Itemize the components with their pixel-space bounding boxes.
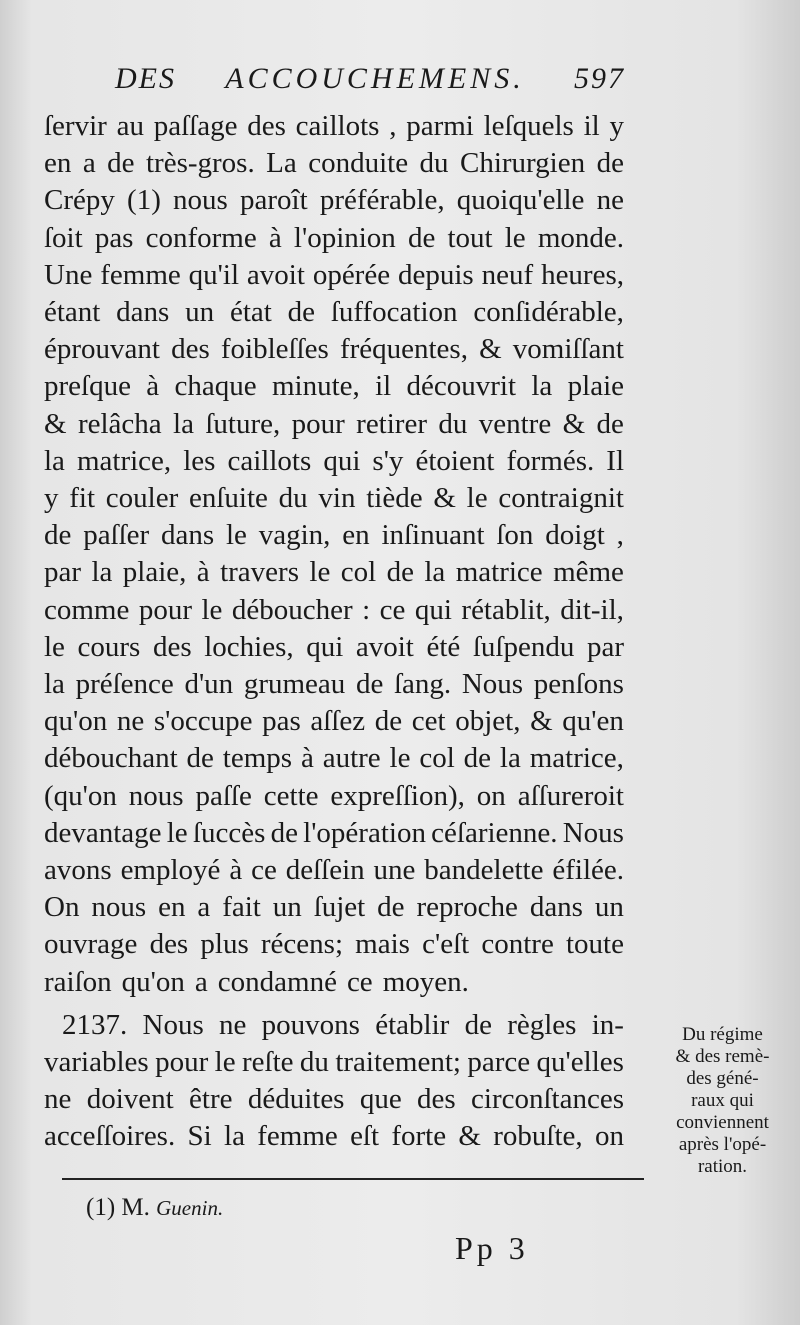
word: ſervir <box>44 110 107 142</box>
word: qu'on <box>44 705 108 738</box>
word: preſque <box>44 370 131 403</box>
word: ce <box>346 965 373 998</box>
word: chaque <box>174 370 257 403</box>
running-head <box>115 62 625 96</box>
body-line <box>44 443 624 480</box>
body-line <box>44 517 624 554</box>
word: rétablit, <box>461 593 551 626</box>
word: conforme <box>145 221 257 254</box>
word: tiède <box>366 482 423 515</box>
word: col <box>419 742 455 775</box>
word: étant <box>44 296 101 329</box>
word: condamné <box>217 965 337 998</box>
word: (1) <box>127 184 161 217</box>
word: été <box>426 630 461 663</box>
word: de <box>44 519 72 552</box>
word: mais <box>355 928 410 961</box>
word: avoit <box>355 630 414 663</box>
body-line <box>44 889 624 926</box>
word: couler <box>105 482 179 515</box>
margin-note-line: après l'opé- <box>678 1134 767 1155</box>
word: en <box>342 519 370 552</box>
word: reſte <box>242 1046 294 1079</box>
word: a <box>194 965 208 998</box>
word: de <box>270 816 298 849</box>
word: la <box>173 407 194 440</box>
word: on <box>594 1120 624 1153</box>
word: nous <box>128 779 184 812</box>
word: Nous <box>142 1008 204 1041</box>
word: de <box>464 1008 492 1041</box>
running-head-prefix: DES <box>115 62 176 95</box>
paragraph-line <box>44 1118 624 1155</box>
word: établir <box>375 1008 450 1041</box>
word: caillots <box>295 110 380 142</box>
word: femme <box>100 258 181 291</box>
word: de <box>377 891 405 924</box>
footnote <box>86 1194 223 1222</box>
paragraph-line <box>44 1044 624 1081</box>
word: leſquels <box>483 110 574 142</box>
word: y <box>609 110 624 142</box>
word: quoiqu'elle <box>456 184 585 217</box>
word: matrice, <box>529 742 624 775</box>
word: col <box>340 556 377 589</box>
word: découvrit <box>406 370 517 403</box>
word: & <box>44 407 67 440</box>
word: contraignit <box>498 482 624 515</box>
word: : <box>362 593 371 626</box>
word: expreſſion), <box>330 779 465 812</box>
word: débouchant <box>44 742 178 775</box>
word: pas <box>94 221 134 254</box>
word: circonſtances <box>471 1083 624 1116</box>
word: qui <box>306 630 344 663</box>
word: opérée <box>312 258 391 291</box>
word: aſſez <box>310 705 366 738</box>
word: paroît <box>240 184 308 217</box>
body-line <box>44 145 624 182</box>
body-line <box>44 740 624 777</box>
word: & <box>562 407 586 440</box>
word: formés. <box>506 444 595 477</box>
word: plaie, <box>122 556 187 589</box>
word: être <box>189 1083 233 1116</box>
word: le <box>389 742 411 775</box>
word: que <box>359 1083 402 1116</box>
word: ventre <box>478 407 552 440</box>
word: de <box>386 556 414 589</box>
word: Nous <box>461 668 524 701</box>
running-head-title: ACCOUCHEMENS. <box>225 62 525 95</box>
word: doivent <box>86 1083 174 1116</box>
word: foibleſſes <box>220 333 329 366</box>
word: pour <box>155 1046 209 1079</box>
word: s'occupe <box>153 705 253 738</box>
word: bandelette <box>424 854 544 887</box>
word: cet <box>411 705 446 738</box>
word: La <box>266 147 297 180</box>
word: & <box>458 1120 481 1153</box>
word: en <box>44 147 72 180</box>
word: fait <box>222 891 261 924</box>
word: ſuffocation <box>330 296 458 329</box>
word: qui <box>414 593 452 626</box>
word: la <box>424 556 446 589</box>
margin-note-line: ration. <box>697 1156 748 1177</box>
footnote-name: Guenin. <box>156 1196 224 1220</box>
word: le <box>44 630 65 663</box>
word: qui <box>323 444 361 477</box>
word: par <box>44 556 82 589</box>
word: la <box>224 1120 245 1153</box>
word: Nous <box>562 816 624 849</box>
word: eſt <box>350 1120 380 1153</box>
word: , <box>389 110 397 142</box>
word: nous <box>91 891 147 924</box>
margin-note <box>650 1024 795 1178</box>
word: autre <box>322 742 381 775</box>
word: paſſage <box>153 110 238 142</box>
word: le <box>166 816 188 849</box>
word: qu'elles <box>536 1046 624 1079</box>
word: dans <box>529 891 583 924</box>
word: ce <box>379 593 406 626</box>
word: tout <box>447 221 493 254</box>
word: pouvons <box>261 1008 360 1041</box>
body-line <box>44 852 624 889</box>
word: des <box>417 1083 456 1116</box>
body-line <box>44 331 624 368</box>
word: le <box>201 593 223 626</box>
word: étoient <box>415 444 495 477</box>
word: conſidérable, <box>473 296 624 329</box>
word: monde. <box>537 221 624 254</box>
word: minute, <box>271 370 360 403</box>
word: traitement; <box>335 1046 461 1079</box>
word: paſſe <box>195 779 252 812</box>
word: ſoit <box>44 221 83 254</box>
word: règles <box>507 1008 577 1041</box>
word: retirer <box>356 407 427 440</box>
word: variables <box>44 1046 149 1079</box>
word: cette <box>263 779 319 812</box>
word: de <box>374 705 403 738</box>
word: de <box>107 147 135 180</box>
word: à <box>268 221 282 254</box>
page-number: 597 <box>574 62 625 95</box>
word: vagin, <box>258 519 331 552</box>
word: nous <box>173 184 228 217</box>
word: ſuccès <box>192 816 266 849</box>
paragraph-line <box>44 1007 624 1044</box>
footnote-rule <box>62 1178 644 1180</box>
word: fit <box>69 482 96 515</box>
word: une <box>373 854 416 887</box>
body-line <box>44 554 624 591</box>
word: a <box>82 147 96 180</box>
word: qu'il <box>188 258 239 291</box>
word: éprouvant <box>44 333 160 366</box>
word: l'opinion <box>293 221 396 254</box>
word: employé <box>120 854 221 887</box>
word: & <box>530 705 553 738</box>
word: 2137. <box>62 1008 128 1041</box>
body-text <box>44 108 624 1156</box>
word: contre <box>481 928 554 961</box>
word: , <box>616 519 624 552</box>
word: même <box>553 556 624 589</box>
word: heures, <box>541 258 624 291</box>
word: du <box>438 407 468 440</box>
word: forte <box>391 1120 447 1153</box>
margin-note-line: des géné- <box>686 1068 759 1089</box>
word: conduite <box>308 147 409 180</box>
footnote-prefix: M. <box>121 1194 150 1221</box>
word: les <box>183 444 216 477</box>
word: le <box>214 1046 236 1079</box>
word: neuf <box>481 258 534 291</box>
margin-note-line: Du régime <box>682 1024 763 1045</box>
word: matrice, <box>76 444 172 477</box>
word: vin <box>318 482 356 515</box>
word: de <box>407 221 436 254</box>
word: moyen. <box>382 965 469 998</box>
word: état <box>229 296 272 329</box>
word: s'y <box>372 444 404 477</box>
body-line <box>44 294 624 331</box>
word: la <box>531 370 553 403</box>
word: depuis <box>398 258 474 291</box>
word: y <box>44 482 59 515</box>
word: in- <box>591 1008 624 1041</box>
word: dans <box>161 519 215 552</box>
body-line <box>44 778 624 815</box>
word: dans <box>116 296 170 329</box>
word: reproche <box>416 891 518 924</box>
word: qu'en <box>562 705 624 738</box>
word: de <box>596 147 624 180</box>
word: un <box>272 891 302 924</box>
word: & <box>433 482 456 515</box>
word: ne <box>44 1083 72 1116</box>
word: la <box>91 556 113 589</box>
margin-note-line: conviennent <box>676 1112 769 1133</box>
word: penſons <box>533 668 624 701</box>
word: inſinuant <box>381 519 485 552</box>
word: c'eſt <box>422 928 470 961</box>
word: fréquentes, <box>339 333 468 366</box>
word: vomiſſant <box>512 333 624 366</box>
word: ce <box>251 854 277 887</box>
word: travers <box>220 556 299 589</box>
word: en <box>158 891 186 924</box>
word: la <box>44 444 65 477</box>
word: doigt <box>545 519 605 552</box>
word: ſang. <box>394 668 452 701</box>
word: récens; <box>260 928 344 961</box>
word: objet, <box>455 705 521 738</box>
word: ne <box>596 184 624 217</box>
word: des <box>171 333 210 366</box>
word: Crépy <box>44 184 115 217</box>
body-line <box>44 592 624 629</box>
word: du <box>299 1046 329 1079</box>
word: pour <box>291 407 345 440</box>
word: On <box>44 891 80 924</box>
word: Il <box>606 444 624 477</box>
word: aſſureroit <box>517 779 624 812</box>
word: le <box>309 556 331 589</box>
word: dit-il, <box>560 593 624 626</box>
body-line <box>44 108 624 145</box>
word: par <box>586 630 624 663</box>
body-line <box>44 926 624 963</box>
margin-note-line: raux qui <box>691 1090 754 1111</box>
word: de <box>596 407 624 440</box>
word: l'opération <box>303 816 426 849</box>
word: des <box>247 110 286 142</box>
word: éfilée. <box>552 854 624 887</box>
word: matrice <box>455 556 543 589</box>
word: acceſſoires. <box>44 1120 176 1153</box>
word: devantage <box>44 816 162 849</box>
word: préférable, <box>319 184 445 217</box>
word: à <box>146 370 160 403</box>
word: deſſein <box>285 854 365 887</box>
word: des <box>149 928 189 961</box>
word: parce <box>467 1046 531 1079</box>
word: parmi <box>406 110 474 142</box>
word: & <box>479 333 502 366</box>
body-line <box>44 220 624 257</box>
body-line <box>44 964 624 1001</box>
word: comme <box>44 593 130 626</box>
word: plaie <box>567 370 624 403</box>
word: ne <box>219 1008 247 1041</box>
body-line <box>44 666 624 703</box>
body-line <box>44 703 624 740</box>
word: ſon <box>496 519 534 552</box>
word: du <box>278 482 308 515</box>
word: Si <box>187 1120 212 1153</box>
word: il <box>583 110 600 142</box>
word: toute <box>565 928 624 961</box>
word: d'un <box>184 668 234 701</box>
word: paſſer <box>83 519 150 552</box>
word: la <box>44 668 65 701</box>
word: qu'on <box>121 965 185 998</box>
word: femme <box>257 1120 338 1153</box>
paragraph-line <box>44 1081 624 1118</box>
word: (qu'on <box>44 779 117 812</box>
body-line <box>44 368 624 405</box>
footnote-marker: (1) <box>86 1194 116 1221</box>
word: le <box>504 221 526 254</box>
word: avons <box>44 854 112 887</box>
word: à <box>196 556 210 589</box>
word: robuſte, <box>493 1120 583 1153</box>
word: céſarienne. <box>431 816 558 849</box>
word: ſuture, <box>205 407 281 440</box>
word: du <box>419 147 449 180</box>
word: déboucher <box>231 593 353 626</box>
word: temps <box>222 742 293 775</box>
word: à <box>229 854 243 887</box>
word: enſuite <box>189 482 268 515</box>
word: préſence <box>75 668 174 701</box>
word: Chirurgien <box>459 147 586 180</box>
body-line <box>44 257 624 294</box>
word: on <box>476 779 506 812</box>
word: grumeau <box>243 668 346 701</box>
word: plus <box>200 928 249 961</box>
word: pas <box>262 705 301 738</box>
signature-mark: Pp 3 <box>455 1230 529 1266</box>
word: avoit <box>246 258 305 291</box>
word: caillots <box>227 444 312 477</box>
word: très-gros. <box>145 147 255 180</box>
word: de <box>355 668 384 701</box>
word: ouvrage <box>44 928 138 961</box>
word: ſujet <box>313 891 366 924</box>
word: cours <box>77 630 141 663</box>
margin-note-line: & des remè- <box>675 1046 770 1067</box>
word: Une <box>44 258 93 291</box>
word: à <box>300 742 314 775</box>
word: des <box>152 630 192 663</box>
word: pour <box>138 593 192 626</box>
word: ne <box>116 705 145 738</box>
body-line <box>44 182 624 219</box>
word: le <box>466 482 488 515</box>
body-line <box>44 815 624 852</box>
word: de <box>463 742 492 775</box>
word: raiſon <box>44 965 112 998</box>
word: lochies, <box>204 630 294 663</box>
word: un <box>185 296 215 329</box>
word: déduites <box>247 1083 345 1116</box>
word: le <box>226 519 247 552</box>
word: relâcha <box>77 407 162 440</box>
word: il <box>375 370 392 403</box>
word: au <box>116 110 144 142</box>
word: de <box>186 742 214 775</box>
body-line <box>44 480 624 517</box>
word: un <box>594 891 624 924</box>
word: ſuſpendu <box>472 630 575 663</box>
word: la <box>499 742 521 775</box>
body-line <box>44 406 624 443</box>
word: a <box>197 891 211 924</box>
body-line <box>44 629 624 666</box>
word: de <box>287 296 316 329</box>
